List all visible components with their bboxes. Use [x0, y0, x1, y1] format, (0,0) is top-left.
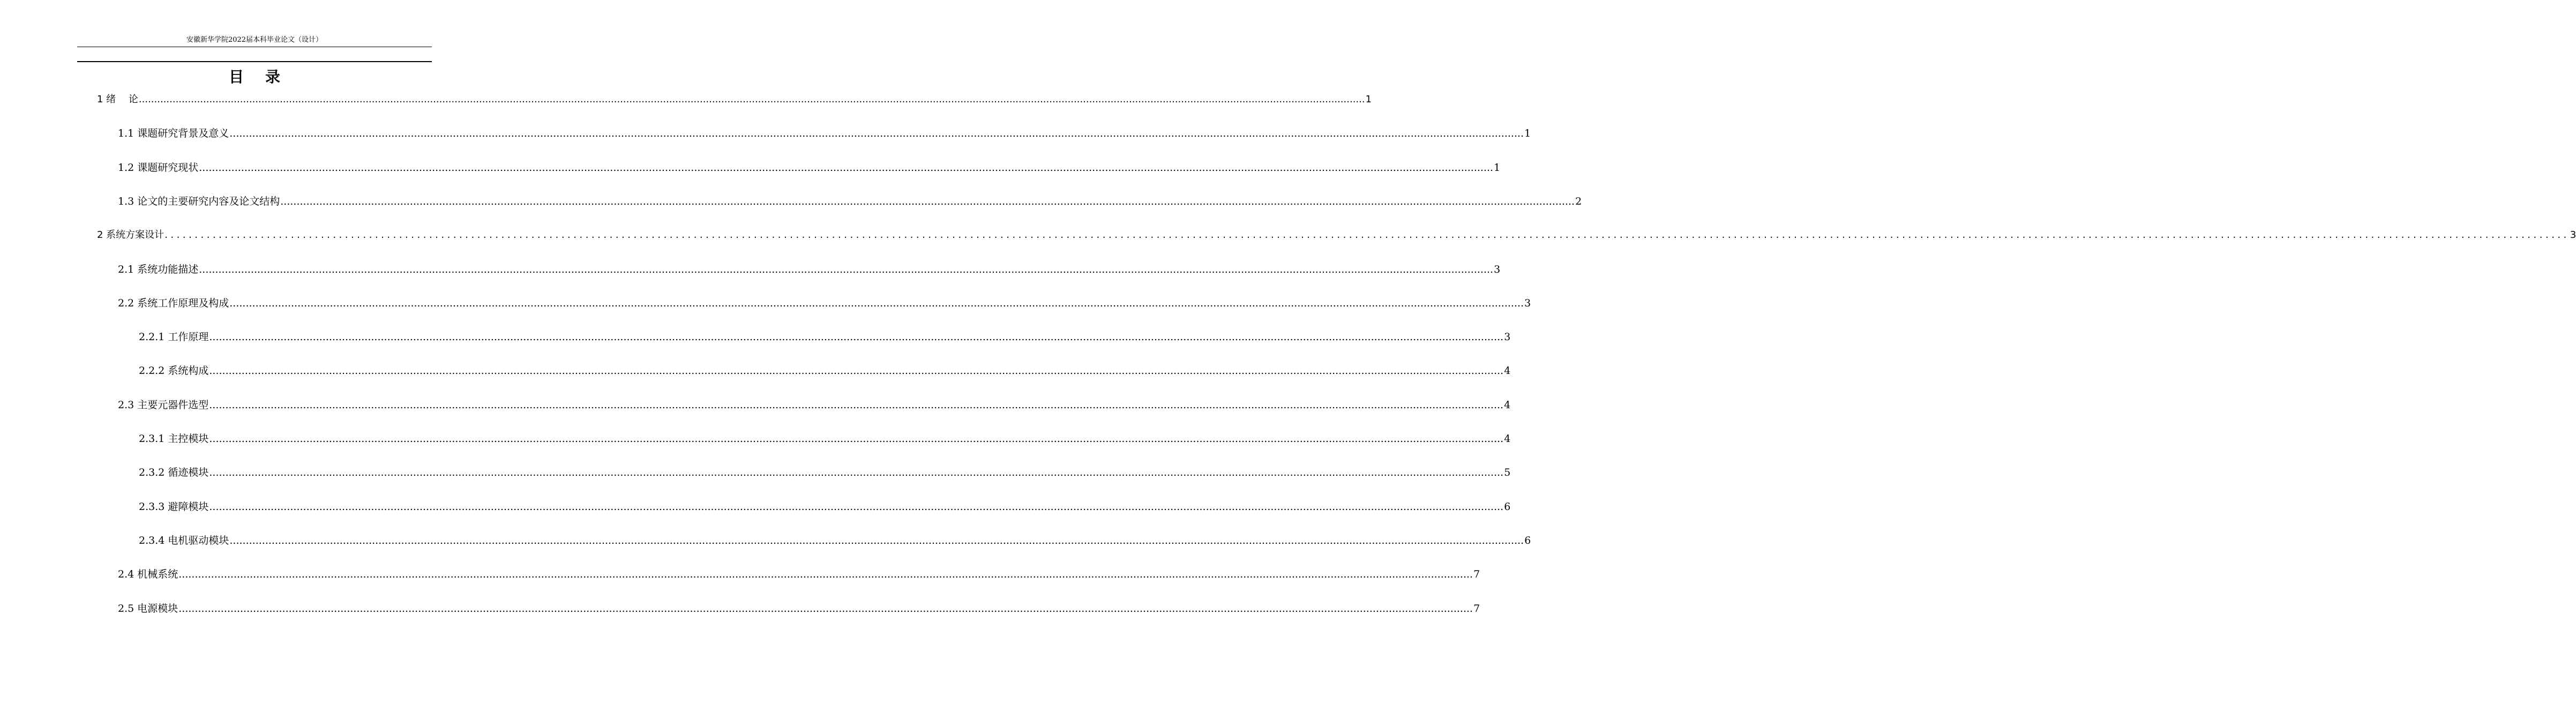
toc-page-number: 4 — [1504, 365, 1511, 377]
toc-leader-dots: ................................................................................................................................................................................................................................................................................................................................................................................................................ — [229, 297, 1524, 309]
toc-entry[interactable] — [139, 532, 1531, 549]
toc-entry[interactable] — [139, 431, 1511, 447]
toc-entry-label: 2.3.1 主控模块 — [139, 433, 209, 445]
toc-entry-label: 2.2.1 工作原理 — [139, 331, 209, 343]
toc-page-number: 7 — [1473, 568, 1480, 580]
toc-leader-dots: ................................................................................................................................................................................................................................................................................................................................................................................................................ — [164, 229, 2570, 241]
toc-leader-dots: ................................................................................................................................................................................................................................................................................................................................................................................................................ — [199, 264, 1494, 275]
toc-entry[interactable] — [118, 397, 1511, 413]
toc-entry-label: 1.2 课题研究现状 — [118, 162, 199, 174]
toc-leader-dots: ................................................................................................................................................................................................................................................................................................................................................................................................................ — [209, 399, 1504, 411]
toc-entry[interactable] — [139, 363, 1511, 379]
toc-entry-label: 2.3.4 电机驱动模块 — [139, 535, 229, 546]
toc-leader-dots: ................................................................................................................................................................................................................................................................................................................................................................................................................ — [229, 128, 1524, 139]
toc-entry-label: 2.2 系统工作原理及构成 — [118, 297, 229, 309]
toc-page-number: 3 — [1504, 331, 1511, 343]
toc-entry[interactable] — [139, 499, 1511, 515]
toc-leader-dots: ................................................................................................................................................................................................................................................................................................................................................................................................................ — [138, 94, 1365, 105]
toc-leader-dots: ................................................................................................................................................................................................................................................................................................................................................................................................................ — [229, 535, 1524, 546]
toc-entry-label: 2.1 系统功能描述 — [118, 264, 199, 275]
toc-page-number: 4 — [1504, 399, 1511, 411]
toc-entry-label: 2.3.3 避障模块 — [139, 501, 209, 513]
toc-page-number: 2 — [1575, 196, 1582, 207]
toc-entry[interactable] — [97, 92, 1372, 108]
page-header: 安徽新华学院2022届本科毕业论文（设计） — [186, 36, 323, 44]
toc-entry[interactable] — [118, 566, 1480, 582]
toc-leader-dots: ................................................................................................................................................................................................................................................................................................................................................................................................................ — [280, 196, 1575, 207]
toc-entry-label: 2.4 机械系统 — [118, 568, 178, 580]
toc-title: 目录 — [228, 68, 302, 86]
toc-leader-dots: ................................................................................................................................................................................................................................................................................................................................................................................................................ — [209, 365, 1504, 377]
toc-page-number: 1 — [1365, 94, 1372, 105]
toc-page-number: 6 — [1524, 535, 1531, 546]
toc-entry[interactable] — [118, 295, 1531, 311]
toc-page-number: 3 — [1524, 297, 1531, 309]
toc-entry[interactable] — [118, 125, 1531, 141]
toc-entry[interactable] — [118, 193, 1582, 209]
toc-leader-dots: ................................................................................................................................................................................................................................................................................................................................................................................................................ — [209, 501, 1504, 513]
toc-entry-label: 2.3 主要元器件选型 — [118, 399, 209, 411]
toc-page-number: 1 — [1494, 162, 1501, 174]
toc-page-number: 6 — [1504, 501, 1511, 513]
toc-entry[interactable] — [118, 160, 1501, 176]
toc-entry-label: 1 绪 论 — [97, 94, 138, 105]
toc-page-number: 5 — [1504, 467, 1511, 478]
toc-leader-dots: ................................................................................................................................................................................................................................................................................................................................................................................................................ — [209, 467, 1504, 478]
header-rule-bold — [77, 61, 432, 62]
toc-page-number: 3 — [2570, 229, 2576, 241]
toc-leader-dots: ................................................................................................................................................................................................................................................................................................................................................................................................................ — [178, 603, 1473, 614]
toc-leader-dots: ................................................................................................................................................................................................................................................................................................................................................................................................................ — [178, 568, 1473, 580]
toc-entry[interactable] — [139, 329, 1511, 345]
toc-entry-label: 2.5 电源模块 — [118, 603, 178, 614]
toc-entry-label: 1.1 课题研究背景及意义 — [118, 128, 229, 139]
toc-page-number: 7 — [1473, 603, 1480, 614]
toc-page-number: 1 — [1524, 128, 1531, 139]
toc-entry-label: 2.3.2 循迹模块 — [139, 467, 209, 478]
toc-leader-dots: ................................................................................................................................................................................................................................................................................................................................................................................................................ — [199, 162, 1494, 174]
toc-entry-label: 2 系统方案设计 — [97, 229, 164, 241]
toc-entry[interactable] — [139, 464, 1511, 481]
toc-page-number: 4 — [1504, 433, 1511, 445]
toc-leader-dots: ................................................................................................................................................................................................................................................................................................................................................................................................................ — [209, 433, 1504, 445]
toc-leader-dots: ................................................................................................................................................................................................................................................................................................................................................................................................................ — [209, 331, 1504, 343]
toc-entry[interactable] — [118, 601, 1480, 617]
toc-entry-label: 1.3 论文的主要研究内容及论文结构 — [118, 196, 280, 207]
toc-entry-label: 2.2.2 系统构成 — [139, 365, 209, 377]
toc-page-number: 3 — [1494, 264, 1501, 275]
toc-entry[interactable] — [118, 261, 1501, 278]
toc-entry[interactable] — [97, 227, 2576, 243]
